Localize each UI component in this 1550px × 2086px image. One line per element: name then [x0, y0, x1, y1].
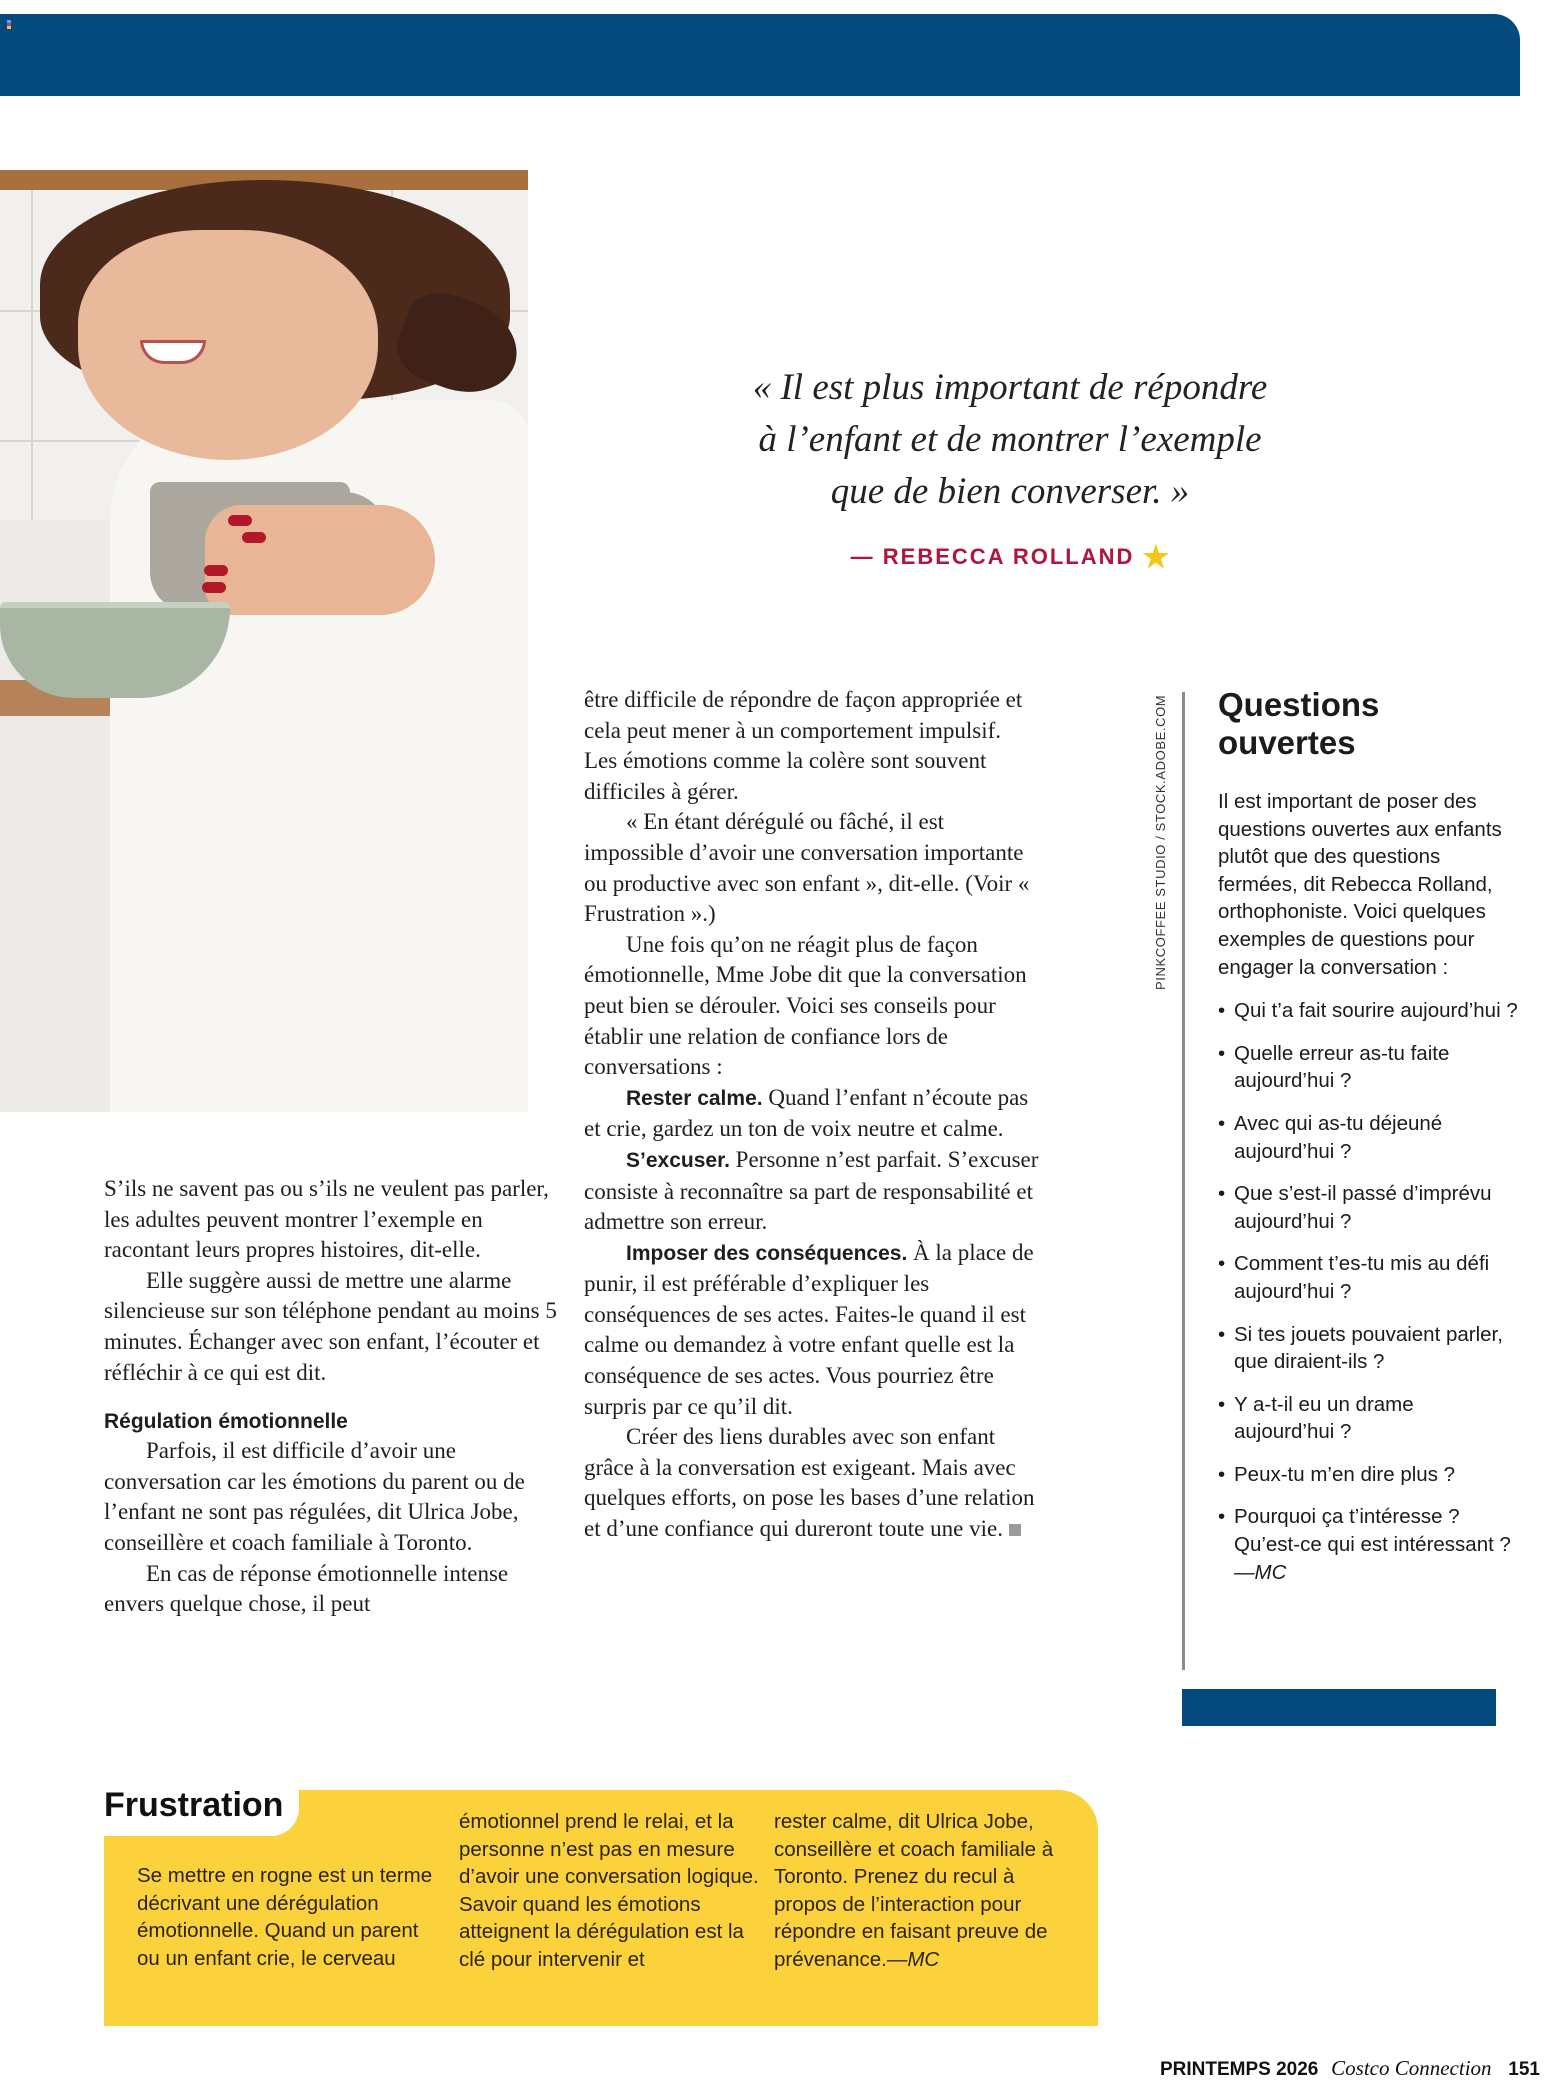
paragraph: S’ils ne savent pas ou s’ils ne veulent pas parler, les adultes peuvent montrer l’exemple en racontant leurs propres histoires, dit-elle.: [104, 1176, 549, 1263]
sidebar-footer-bar: [1182, 1689, 1496, 1726]
question-item: [1218, 1461, 1518, 1489]
sidebar-intro: Il est important de poser des questions ouvertes aux enfants plutôt que des questions fermées, dit Rebecca Rolland, orthophoniste. Voici quelques exemples de questions pour engager la conversation :: [1218, 790, 1502, 979]
question-item: [1218, 1110, 1518, 1165]
pull-quote-line: « Il est plus important de répondre: [752, 367, 1268, 408]
question-text: Qui t’a fait sourire aujourd’hui ?: [1234, 999, 1518, 1023]
frustration-text: émotionnel prend le relai, et la personne n’est pas en mesure d’avoir une conversation logique. Savoir quand les émotions atteignent la dérégulation est la clé pour intervenir et: [459, 1810, 759, 1971]
tip-text: Quand l’enfant n’écoute pas et crie, gardez un ton de voix neutre et calme.: [584, 1084, 1029, 1142]
tip-paragraph: [584, 1083, 1039, 1145]
paragraph: « En étant dérégulé ou fâché, il est impossible d’avoir une conversation importante ou productive avec son enfant », dit-elle. (Voir « Frustration ».): [584, 809, 1030, 927]
section-heading: Régulation émotionnelle: [104, 1410, 348, 1434]
pull-quote: [700, 362, 1320, 518]
frustration-column-1: [137, 1862, 437, 1972]
photo-nail: [204, 565, 228, 576]
question-text: Y a-t-il eu un drame aujourd’hui ?: [1234, 1392, 1414, 1444]
bullet-icon: •: [1218, 1182, 1226, 1206]
photo-face: [78, 230, 378, 460]
tip-label: S’excuser.: [626, 1148, 730, 1172]
question-item: [1218, 1503, 1518, 1586]
photo-credit: PINKCOFFEE STUDIO / STOCK.ADOBE.COM: [1153, 694, 1168, 990]
photo-nail: [228, 515, 252, 526]
question-item: [1218, 1321, 1518, 1376]
question-text: Que s’est-il passé d’imprévu aujourd’hui ?: [1234, 1182, 1492, 1233]
question-text: Quelle erreur as-tu faite aujourd’hui ?: [1234, 1041, 1450, 1093]
frustration-text: Se mettre en rogne est un terme décrivant une dérégulation émotionnelle. Quand un parent ou un enfant crie, le cerveau: [137, 1864, 433, 1970]
article-column-left: [104, 1174, 559, 1620]
sidebar-rule: [1182, 692, 1185, 1670]
frustration-column-2: [459, 1808, 759, 1974]
sidebar-questions: [1218, 686, 1518, 1601]
closing-text: Créer des liens durables avec son enfant grâce à la conversation est exigeant. Mais avec quelques efforts, on pose les bases d’une relation et d’une confiance qui dureront toute une vie.: [584, 1424, 1035, 1542]
question-item: [1218, 1250, 1518, 1305]
star-icon: ★: [1142, 541, 1170, 574]
frustration-column-3: [774, 1808, 1074, 1974]
frustration-text-body: rester calme, dit Ulrica Jobe, conseillère et coach familiale à Toronto. Prenez du recul à propos de l’interaction pour répondre en faisant preuve de prévenance.: [774, 1810, 1054, 1971]
frustration-text: [774, 1808, 1074, 1974]
photo-nail: [242, 532, 266, 543]
end-mark-icon: [1009, 1524, 1021, 1536]
question-text: Pourquoi ça t’intéresse ? Qu’est-ce qui est intéressant ?: [1234, 1505, 1511, 1557]
paragraph: En cas de réponse émotionnelle intense envers quelque chose, il peut: [104, 1560, 509, 1617]
frustration-title: Frustration: [104, 1786, 284, 1824]
question-item: [1218, 1391, 1518, 1446]
tip-paragraph: [584, 1238, 1039, 1423]
article-photo: [0, 170, 528, 1112]
pull-quote-line: à l’enfant et de montrer l’exemple: [758, 419, 1262, 460]
question-item: [1218, 1040, 1518, 1095]
page-footer: [1160, 2056, 1540, 2081]
pull-quote-attribution: [700, 540, 1320, 575]
bullet-icon: •: [1218, 1322, 1226, 1346]
paragraph: Une fois qu’on ne réagit plus de façon émotionnelle, Mme Jobe dit que la conversation peut bien se dérouler. Voici ses conseils pour établir une relation de confiance lors de conversations :: [584, 931, 1027, 1080]
registration-mark-icon: [7, 20, 11, 29]
bullet-icon: •: [1218, 999, 1226, 1023]
question-item: [1218, 997, 1518, 1025]
tip-text: À la place de punir, il est préférable d’expliquer les conséquences de ses actes. Faites-le quand il est calme ou demandez à votre enfant quelle est la conséquence de ses actes. Vous pourriez être surpris par ce qu’il dit.: [584, 1239, 1034, 1419]
tip-paragraph: [584, 1145, 1039, 1238]
bullet-icon: •: [1218, 1505, 1226, 1529]
top-banner: [0, 14, 1520, 96]
article-column-middle: [584, 685, 1039, 1545]
tip-text: Personne n’est parfait. S’excuser consiste à reconnaître sa part de responsabilité et admettre son erreur.: [584, 1146, 1039, 1235]
pull-quote-line: que de bien converser. »: [830, 471, 1190, 512]
bullet-icon: •: [1218, 1392, 1226, 1416]
question-text: Avec qui as-tu déjeuné aujourd’hui ?: [1234, 1111, 1443, 1163]
question-item: [1218, 1180, 1518, 1235]
question-list: [1218, 997, 1518, 1586]
bullet-icon: •: [1218, 1252, 1226, 1276]
tip-label: Imposer des conséquences.: [626, 1241, 908, 1265]
bullet-icon: •: [1218, 1462, 1226, 1486]
paragraph: Parfois, il est difficile d’avoir une conversation car les émotions du parent ou de l’enfant ne sont pas régulées, dit Ulrica Jobe, conseillère et coach familiale à Toronto.: [104, 1438, 525, 1555]
paragraph: [584, 1422, 1039, 1544]
page-number: 151: [1508, 2059, 1540, 2080]
paragraph: être difficile de répondre de façon appropriée et cela peut mener à un comportement impulsif. Les émotions comme la colère sont souvent difficiles à gérer.: [584, 687, 1023, 804]
tip-label: Rester calme.: [626, 1086, 763, 1110]
author-initials: —MC: [1234, 1560, 1287, 1584]
photo-nail: [202, 582, 226, 593]
magazine-name: Costco Connection: [1331, 2056, 1492, 2080]
bullet-icon: •: [1218, 1111, 1226, 1135]
question-text: Comment t’es-tu mis au défi aujourd’hui ?: [1234, 1252, 1490, 1303]
sidebar-title: Questions ouvertes: [1218, 686, 1380, 761]
author-initials: —MC: [886, 1947, 940, 1971]
attribution-name: — REBECCA ROLLAND: [850, 544, 1135, 569]
paragraph: Elle suggère aussi de mettre une alarme silencieuse sur son téléphone pendant au moins 5 minutes. Échanger avec son enfant, l’écouter et réfléchir à ce qui est dit.: [104, 1267, 557, 1385]
question-text: Si tes jouets pouvaient parler, que diraient-ils ?: [1234, 1322, 1503, 1374]
issue-label: PRINTEMPS 2026: [1159, 2059, 1319, 2080]
bullet-icon: •: [1218, 1041, 1226, 1065]
question-text: Peux-tu m’en dire plus ?: [1234, 1462, 1456, 1486]
